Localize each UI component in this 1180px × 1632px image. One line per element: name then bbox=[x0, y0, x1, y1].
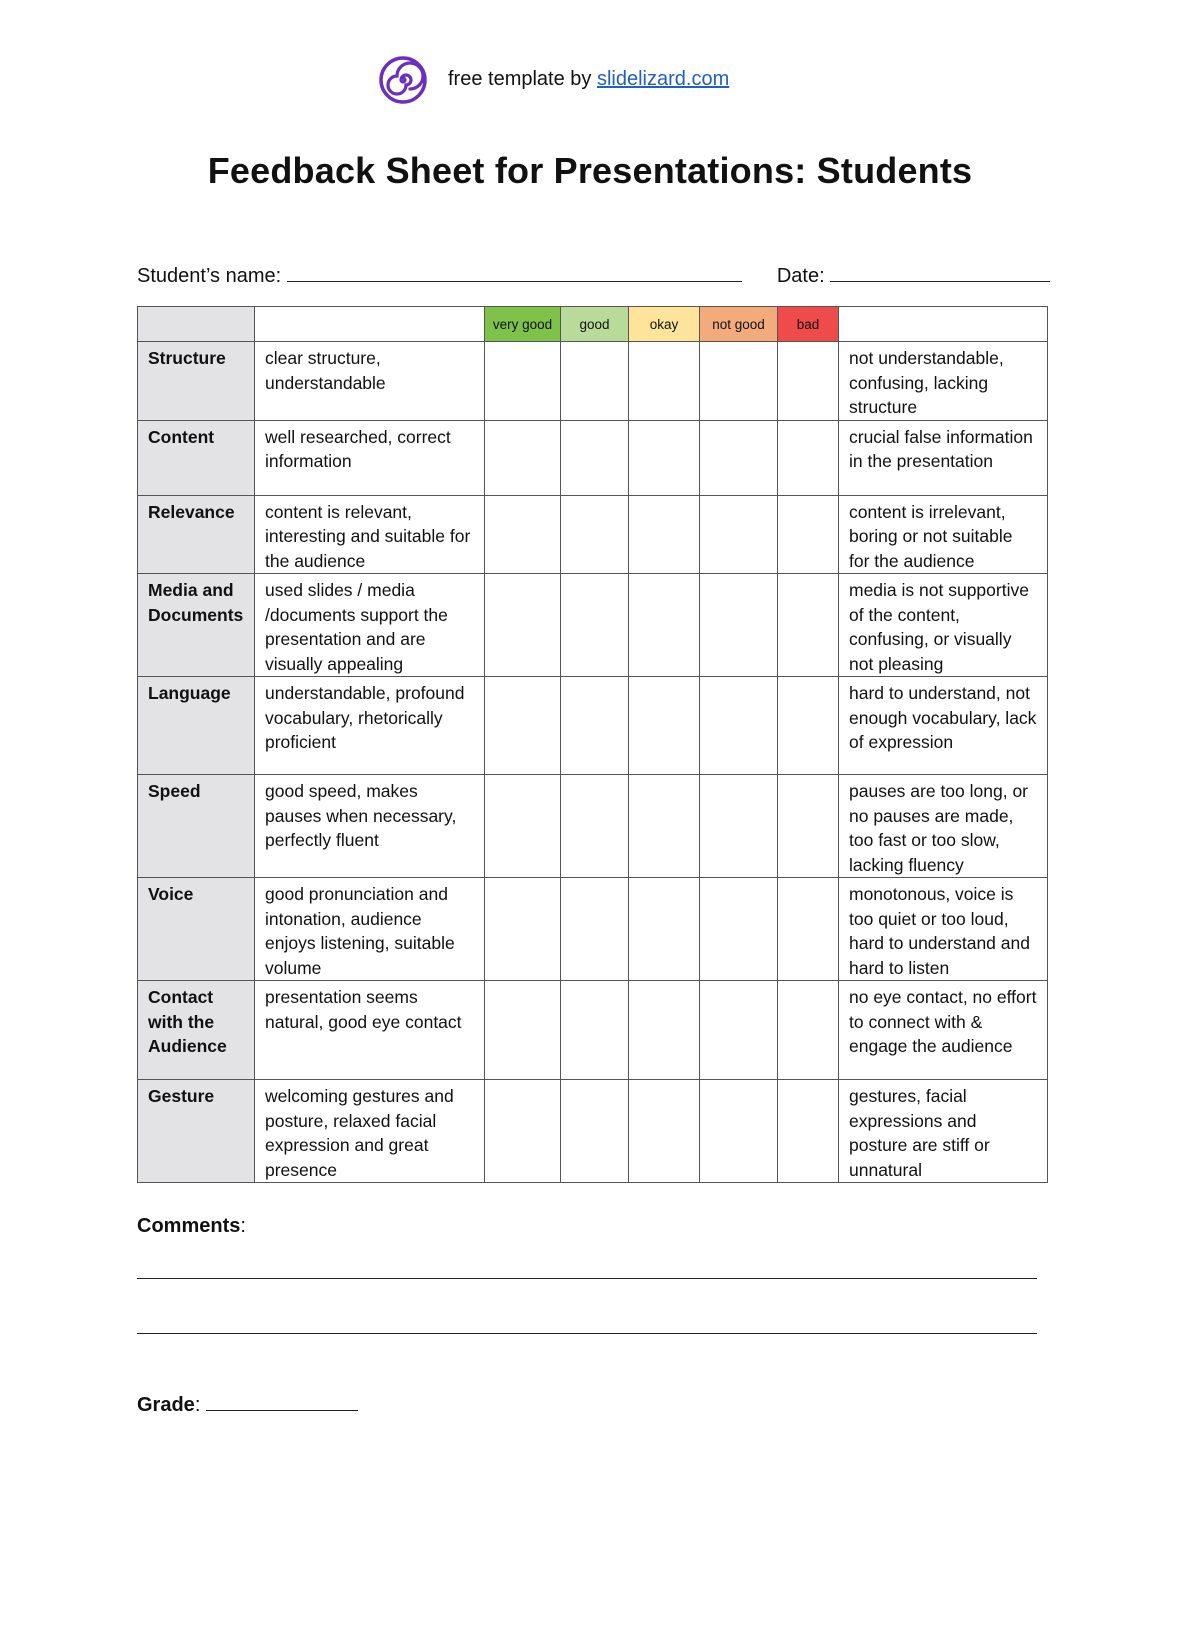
rating-cell-very-good[interactable] bbox=[485, 420, 561, 495]
rating-cell-good[interactable] bbox=[561, 574, 629, 677]
rating-cell-bad[interactable] bbox=[778, 420, 839, 495]
positive-description: content is relevant, interesting and suitable for the audience bbox=[255, 495, 485, 574]
header-corner bbox=[138, 307, 255, 342]
rating-cell-very-good[interactable] bbox=[485, 878, 561, 981]
negative-description: content is irrelevant, boring or not suitable for the audience bbox=[839, 495, 1048, 574]
rating-cell-bad[interactable] bbox=[778, 574, 839, 677]
page-title: Feedback Sheet for Presentations: Students bbox=[207, 150, 973, 191]
rating-cell-very-good[interactable] bbox=[485, 342, 561, 421]
header bbox=[0, 56, 1180, 112]
header-blank bbox=[255, 307, 485, 342]
table-row bbox=[138, 677, 1048, 775]
rating-cell-good[interactable] bbox=[561, 495, 629, 574]
positive-description: used slides / media /documents support the presentation and are visually appealing bbox=[255, 574, 485, 677]
slidelizard-link[interactable]: slidelizard.com bbox=[596, 68, 730, 90]
rating-cell-not-good[interactable] bbox=[700, 677, 778, 775]
category-contact-with-the-audience: Contact with the Audience bbox=[138, 981, 255, 1080]
table-row bbox=[138, 495, 1048, 574]
date-label: Date: bbox=[776, 265, 825, 287]
grade-field[interactable] bbox=[206, 1392, 358, 1411]
comments-label: Comments bbox=[137, 1215, 241, 1237]
scale-very-good: very good bbox=[485, 307, 561, 342]
negative-description: hard to understand, not enough vocabulary, lack of expression bbox=[839, 677, 1048, 775]
rating-cell-okay[interactable] bbox=[629, 677, 700, 775]
category-structure: Structure bbox=[138, 342, 255, 421]
category-relevance: Relevance bbox=[138, 495, 255, 574]
negative-description: monotonous, voice is too quiet or too loud, hard to understand and hard to listen bbox=[839, 878, 1048, 981]
comments-line-2[interactable] bbox=[137, 1333, 1037, 1334]
negative-description: crucial false information in the presentation bbox=[839, 420, 1048, 495]
rating-cell-good[interactable] bbox=[561, 878, 629, 981]
rating-cell-very-good[interactable] bbox=[485, 677, 561, 775]
negative-description: no eye contact, no effort to connect with & engage the audience bbox=[839, 981, 1048, 1080]
rating-cell-okay[interactable] bbox=[629, 495, 700, 574]
rating-cell-very-good[interactable] bbox=[485, 775, 561, 878]
grade-section: Grade: bbox=[137, 1392, 358, 1417]
grade-label: Grade bbox=[137, 1394, 195, 1416]
rating-cell-bad[interactable] bbox=[778, 677, 839, 775]
scale-bad: bad bbox=[778, 307, 839, 342]
rating-cell-very-good[interactable] bbox=[485, 1080, 561, 1183]
student-name-label: Student’s name: bbox=[137, 265, 282, 287]
rating-cell-good[interactable] bbox=[561, 1080, 629, 1183]
scale-not-good: not good bbox=[700, 307, 778, 342]
rating-cell-not-good[interactable] bbox=[700, 981, 778, 1080]
scale-okay: okay bbox=[629, 307, 700, 342]
negative-description: not understandable, confusing, lacking structure bbox=[839, 342, 1048, 421]
rating-cell-not-good[interactable] bbox=[700, 1080, 778, 1183]
student-name-field[interactable] bbox=[287, 263, 742, 282]
category-speed: Speed bbox=[138, 775, 255, 878]
table-row bbox=[138, 775, 1048, 878]
rating-cell-not-good[interactable] bbox=[700, 495, 778, 574]
rating-cell-okay[interactable] bbox=[629, 342, 700, 421]
table-row bbox=[138, 574, 1048, 677]
category-media-and-documents: Media and Documents bbox=[138, 574, 255, 677]
positive-description: well researched, correct information bbox=[255, 420, 485, 495]
positive-description: clear structure, understandable bbox=[255, 342, 485, 421]
comments-line-1[interactable] bbox=[137, 1278, 1037, 1279]
positive-description: welcoming gestures and posture, relaxed facial expression and great presence bbox=[255, 1080, 485, 1183]
rating-cell-good[interactable] bbox=[561, 677, 629, 775]
rating-cell-good[interactable] bbox=[561, 420, 629, 495]
category-content: Content bbox=[138, 420, 255, 495]
negative-description: media is not supportive of the content, confusing, or visually not pleasing bbox=[839, 574, 1048, 677]
rating-cell-okay[interactable] bbox=[629, 574, 700, 677]
rating-cell-bad[interactable] bbox=[778, 775, 839, 878]
comments-section: Comments: bbox=[137, 1215, 246, 1237]
rating-cell-not-good[interactable] bbox=[700, 878, 778, 981]
category-voice: Voice bbox=[138, 878, 255, 981]
rating-cell-very-good[interactable] bbox=[485, 981, 561, 1080]
table-row bbox=[138, 342, 1048, 421]
rating-cell-bad[interactable] bbox=[778, 878, 839, 981]
student-meta bbox=[137, 263, 1042, 288]
positive-description: good speed, makes pauses when necessary, perfectly fluent bbox=[255, 775, 485, 878]
rating-cell-okay[interactable] bbox=[629, 981, 700, 1080]
template-credit bbox=[448, 68, 729, 91]
positive-description: good pronunciation and intonation, audience enjoys listening, suitable volume bbox=[255, 878, 485, 981]
rating-cell-okay[interactable] bbox=[629, 878, 700, 981]
table-row bbox=[138, 878, 1048, 981]
rating-cell-okay[interactable] bbox=[629, 775, 700, 878]
credit-prefix: free template by bbox=[448, 68, 592, 90]
category-language: Language bbox=[138, 677, 255, 775]
spiral-logo-icon bbox=[379, 56, 427, 104]
rating-cell-bad[interactable] bbox=[778, 495, 839, 574]
rating-cell-not-good[interactable] bbox=[700, 342, 778, 421]
negative-description: gestures, facial expressions and posture are stiff or unnatural bbox=[839, 1080, 1048, 1183]
rating-cell-bad[interactable] bbox=[778, 342, 839, 421]
rating-cell-good[interactable] bbox=[561, 342, 629, 421]
feedback-rubric-table bbox=[137, 306, 1048, 1183]
table-row bbox=[138, 1080, 1048, 1183]
rating-cell-not-good[interactable] bbox=[700, 775, 778, 878]
rating-cell-very-good[interactable] bbox=[485, 574, 561, 677]
category-gesture: Gesture bbox=[138, 1080, 255, 1183]
rating-cell-very-good[interactable] bbox=[485, 495, 561, 574]
rating-cell-okay[interactable] bbox=[629, 1080, 700, 1183]
header-blank-right bbox=[839, 307, 1048, 342]
rating-cell-good[interactable] bbox=[561, 775, 629, 878]
date-field[interactable] bbox=[830, 263, 1050, 282]
rating-cell-bad[interactable] bbox=[778, 981, 839, 1080]
negative-description: pauses are too long, or no pauses are made, too fast or too slow, lacking fluency bbox=[839, 775, 1048, 878]
positive-description: understandable, profound vocabulary, rhetorically proficient bbox=[255, 677, 485, 775]
scale-good: good bbox=[561, 307, 629, 342]
rating-cell-not-good[interactable] bbox=[700, 574, 778, 677]
table-row bbox=[138, 981, 1048, 1080]
rating-cell-bad[interactable] bbox=[778, 1080, 839, 1183]
positive-description: presentation seems natural, good eye contact bbox=[255, 981, 485, 1080]
rating-cell-not-good[interactable] bbox=[700, 420, 778, 495]
rubric-header-row bbox=[138, 307, 1048, 342]
table-row bbox=[138, 420, 1048, 495]
rating-cell-okay[interactable] bbox=[629, 420, 700, 495]
rating-cell-good[interactable] bbox=[561, 981, 629, 1080]
